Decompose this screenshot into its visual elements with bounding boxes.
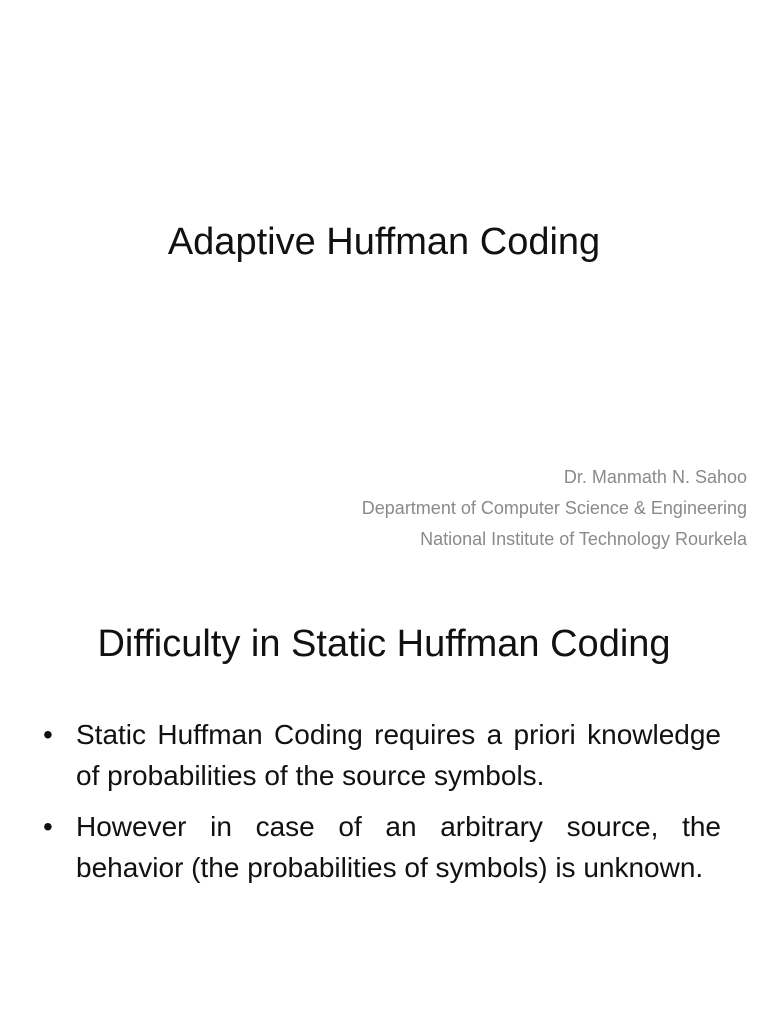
- bullet-icon: •: [43, 811, 53, 842]
- subtitle-block: [362, 462, 747, 555]
- bullet-item: [43, 714, 721, 796]
- bullet-text: Static Huffman Coding requires a priori knowledge of probabilities of the source symbols.: [76, 719, 721, 791]
- bullet-icon: •: [43, 719, 53, 750]
- bullet-item: [43, 806, 721, 888]
- content-slide: [0, 576, 768, 1024]
- bullet-text: However in case of an arbitrary source, the behavior (the probabilities of symbols) is unknown.: [76, 811, 721, 883]
- author-name: Dr. Manmath N. Sahoo: [563, 467, 747, 487]
- slide-title: Adaptive Huffman Coding: [167, 221, 601, 263]
- slide-heading: Difficulty in Static Huffman Coding: [97, 623, 671, 665]
- department-name: Department of Computer Science & Engineering: [361, 498, 747, 518]
- bullet-list: [43, 714, 721, 898]
- institute-name: National Institute of Technology Rourkela: [420, 529, 747, 549]
